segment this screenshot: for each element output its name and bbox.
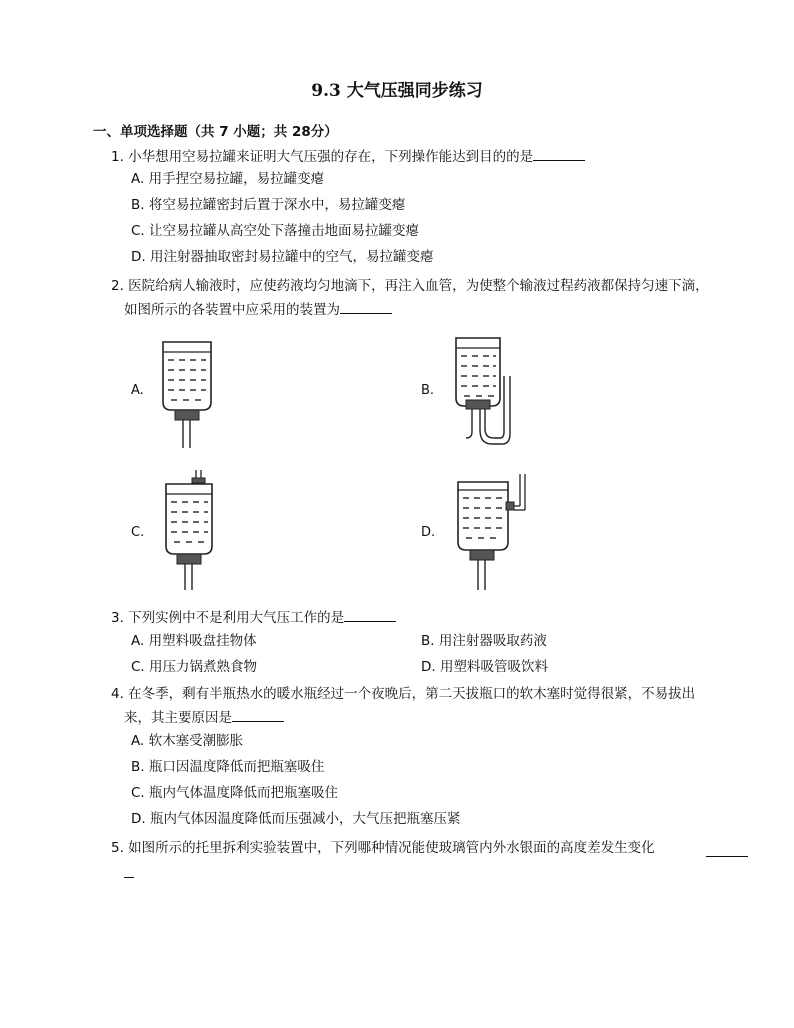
question-4-line-1: 4. 在冬季，剩有半瓶热水的暖水瓶经过一个夜晚后，第二天拔瓶口的软木塞时觉得很紧，不易拔出 [111,686,696,702]
q4-option-a: A. 软木塞受潮膨胀 [131,733,244,749]
q3-option-b: B. 用注射器吸取药液 [421,633,547,649]
answer-blank-5[interactable] [706,842,748,857]
q4-option-c: C. 瓶内气体温度降低而把瓶塞吸住 [131,785,339,801]
question-1 [111,146,585,167]
question-4-line-2 [124,707,284,728]
answer-blank-3[interactable] [344,607,396,622]
q4-option-b: B. 瓶口因温度降低而把瓶塞吸住 [131,759,325,775]
q1-option-b: B. 将空易拉罐密封后置于深水中，易拉罐变瘪 [131,197,406,213]
section-heading: 一、单项选择题（共 7 小题；共 28分） [93,124,338,140]
figure-d-label: D. [421,525,436,540]
figure-c-drip-bottle [158,470,228,592]
answer-blank-1[interactable] [533,146,585,161]
answer-blank-2[interactable] [340,299,392,314]
q4-option-d: D. 瓶内气体因温度降低而压强减小，大气压把瓶塞压紧 [131,811,461,827]
figure-a-drip-bottle [155,338,225,450]
figure-a-label: A. [131,383,144,398]
page-title: 9.3 大气压强同步练习 [311,81,483,101]
figure-b-label: B. [421,383,435,398]
question-5-stem: 5. 如图所示的托里拆利实验装置中，下列哪种情况能使玻璃管内外水银面的高度差发生变化 [111,840,655,856]
answer-blank-5-continued [124,863,134,878]
q3-option-d: D. 用塑料吸管吸饮料 [421,659,548,675]
q1-option-c: C. 让空易拉罐从高空处下落撞击地面易拉罐变瘪 [131,223,420,239]
question-4-stem: 来，其主要原因是 [124,710,232,726]
figure-d-drip-bottle [450,474,530,592]
question-1-stem: 1. 小华想用空易拉罐来证明大气压强的存在，下列操作能达到目的的是 [111,149,534,165]
question-2-line-1: 2. 医院给病人输液时，应使药液均匀地滴下，再注入血管，为使整个输液过程药液都保持匀速下滴， [111,278,709,294]
answer-blank-4[interactable] [232,707,284,722]
question-3-stem: 3. 下列实例中不是利用大气压工作的是 [111,610,345,626]
q3-option-c: C. 用压力锅煮熟食物 [131,659,258,675]
figure-b-drip-bottle [448,334,520,448]
question-2-line-2 [124,299,392,320]
question-2-stem: 如图所示的各装置中应采用的装置为 [124,302,340,318]
q1-option-d: D. 用注射器抽取密封易拉罐中的空气，易拉罐变瘪 [131,249,434,265]
q1-option-a: A. 用手捏空易拉罐，易拉罐变瘪 [131,171,325,187]
q3-option-a: A. 用塑料吸盘挂物体 [131,633,257,649]
figure-c-label: C. [131,525,145,540]
question-3 [111,607,396,628]
